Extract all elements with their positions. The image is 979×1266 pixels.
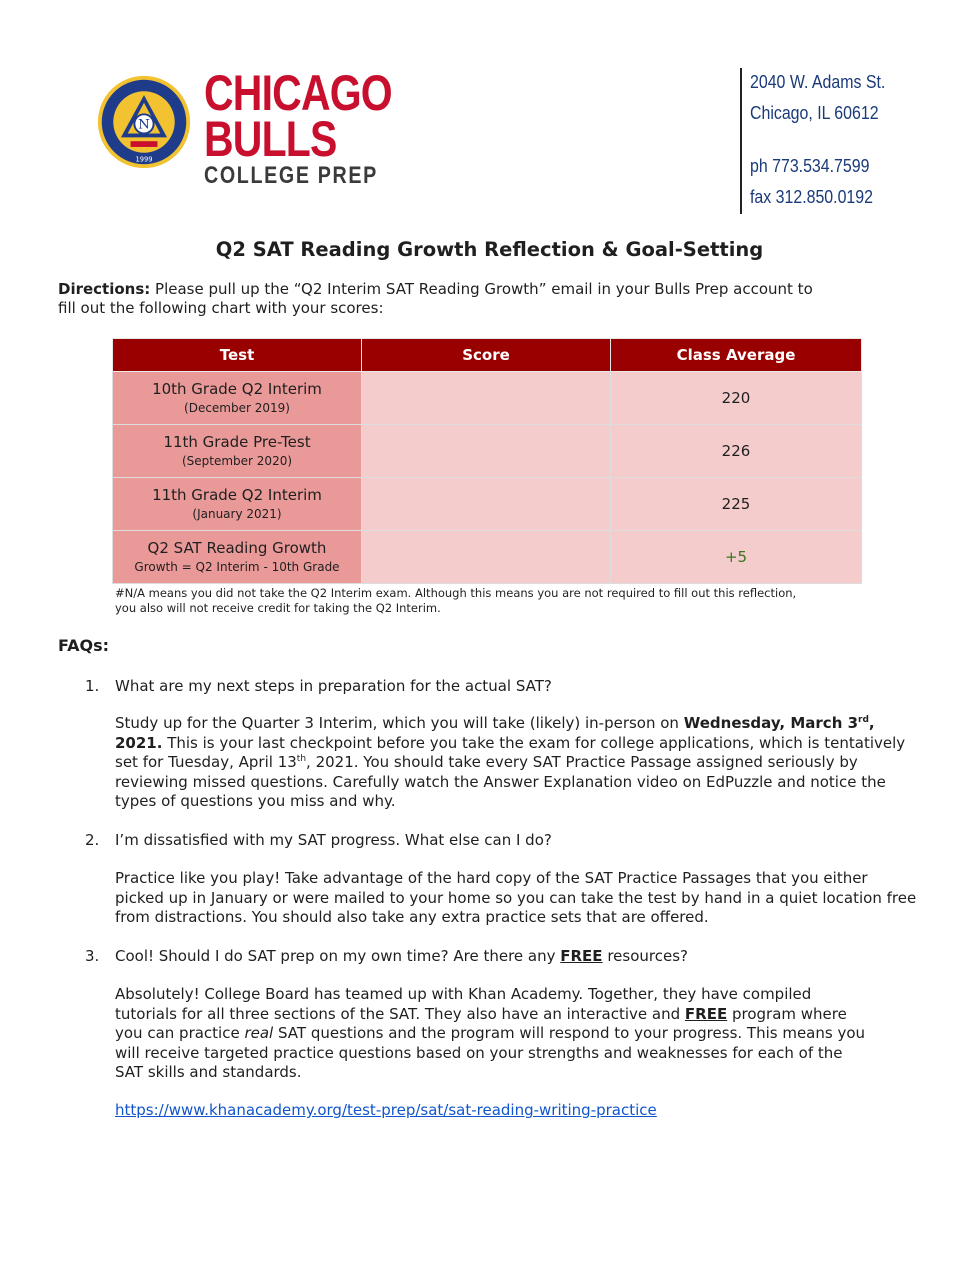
logo-line-chicago: CHICAGO [204,65,392,121]
header-score: Score [362,339,611,372]
class-average-cell: 225 [611,478,862,531]
svg-text:N: N [138,117,150,133]
table-header-row [113,339,862,372]
score-cell[interactable] [362,372,611,425]
question-text: Cool! Should I do SAT prep on my own time? Are there any [115,947,561,965]
answer-date-suffix: th [296,754,307,764]
address-city: Chicago, IL 60612 [750,102,879,123]
class-average-cell: 226 [611,425,862,478]
faq-answer-3 [115,985,875,1083]
table-row [113,531,862,584]
free-emphasis: FREE [684,1004,728,1023]
logo-wordmark [204,65,433,190]
answer-year: , 2021. [115,714,875,752]
svg-text:1999: 1999 [135,155,153,164]
scores-table [112,338,862,584]
faq-answer-2: Practice like you play! Take advantage of the hard copy of the SAT Practice Passages that you either picked up in January or were mailed to your home so you can take the test by hand in a quiet location free from distractions. You should also take any extra practice sets that are offered. [115,869,917,926]
score-cell[interactable] [362,531,611,584]
question-number: 3. [85,947,100,965]
free-emphasis: FREE [560,947,603,965]
answer-text: Absolutely! College Board has teamed up with Khan Academy. Together, they have compiled tutorials for all three sections of the SAT. They also have an interactive and [115,985,812,1023]
table-row [113,372,862,425]
test-cell [113,425,362,478]
test-name: 10th Grade Q2 Interim [152,380,322,398]
score-cell[interactable] [362,478,611,531]
school-logo [96,65,392,189]
table-note: #N/A means you did not take the Q2 Interim exam. Although this means you are not required to fill out this reflection, you also will not receive credit for taking the Q2 Interim. [115,586,797,615]
faq-question-3 [85,946,688,966]
logo-line-college-prep: COLLEGE PREP [204,162,378,189]
directions-text: Please pull up the “Q2 Interim SAT Reading Growth” email in your Bulls Prep account to fill out the following chart with your scores: [58,280,813,317]
test-cell [113,478,362,531]
growth-average-cell: +5 [611,531,862,584]
faq-question-1 [85,676,552,696]
answer-text: Study up for the Quarter 3 Interim, which you will take (likely) in-person on [115,714,684,732]
test-name: 11th Grade Pre-Test [163,433,311,451]
directions-label: Directions: [58,280,151,298]
answer-text: program where you can practice [115,1004,847,1042]
faq-heading: FAQs: [58,636,109,655]
test-cell [113,531,362,584]
phone-number: ph 773.534.7599 [750,155,870,176]
page-title: Q2 SAT Reading Growth Reflection & Goal-Setting [215,238,764,261]
test-date: Growth = Q2 Interim - 10th Grade [134,560,340,574]
answer-text: SAT questions and the program will respond to your progress. This means you will receive targeted practice questions based on your strengths and weaknesses for each of the SAT skills and standards. [115,1024,866,1081]
faq-question-2 [85,830,552,850]
table-row [113,478,862,531]
faq-answer-1 [115,714,920,812]
question-text: resources? [602,947,688,965]
question-number: 1. [85,677,100,695]
test-name: 11th Grade Q2 Interim [152,486,322,504]
answer-date-suffix: rd [858,715,869,725]
fax-number: fax 312.850.0192 [750,186,873,207]
question-number: 2. [85,831,100,849]
real-emphasis: real [244,1024,274,1042]
logo-line-bulls: BULLS [204,111,337,167]
answer-text: , 2021. You should take every SAT Practice Passage assigned seriously by reviewing missed questions. Carefully watch the Answer Explanation video on EdPuzzle and notice the types of questions you miss and why. [115,753,886,810]
header-test: Test [113,339,362,372]
header-class-average: Class Average [611,339,862,372]
directions [58,280,818,318]
test-date: (January 2021) [192,507,282,521]
address-street: 2040 W. Adams St. [750,71,886,92]
table-row [113,425,862,478]
test-date: (September 2020) [181,454,293,468]
test-date: (December 2019) [184,401,290,415]
class-average-cell: 220 [611,372,862,425]
answer-date: Wednesday, March 3 [683,714,859,732]
test-name: Q2 SAT Reading Growth [147,539,327,557]
khan-academy-link[interactable]: https://www.khanacademy.org/test-prep/sat/sat-reading-writing-practice [115,1101,657,1119]
question-text: What are my next steps in preparation for the actual SAT? [115,677,552,695]
score-cell[interactable] [362,425,611,478]
school-seal-icon [96,74,192,170]
answer-text: This is your last checkpoint before you take the exam for college applications, which is tentatively set for Tuesday, April 13 [115,733,906,771]
header-divider [740,68,742,214]
test-cell [113,372,362,425]
question-text: I’m dissatisfied with my SAT progress. What else can I do? [115,831,552,849]
